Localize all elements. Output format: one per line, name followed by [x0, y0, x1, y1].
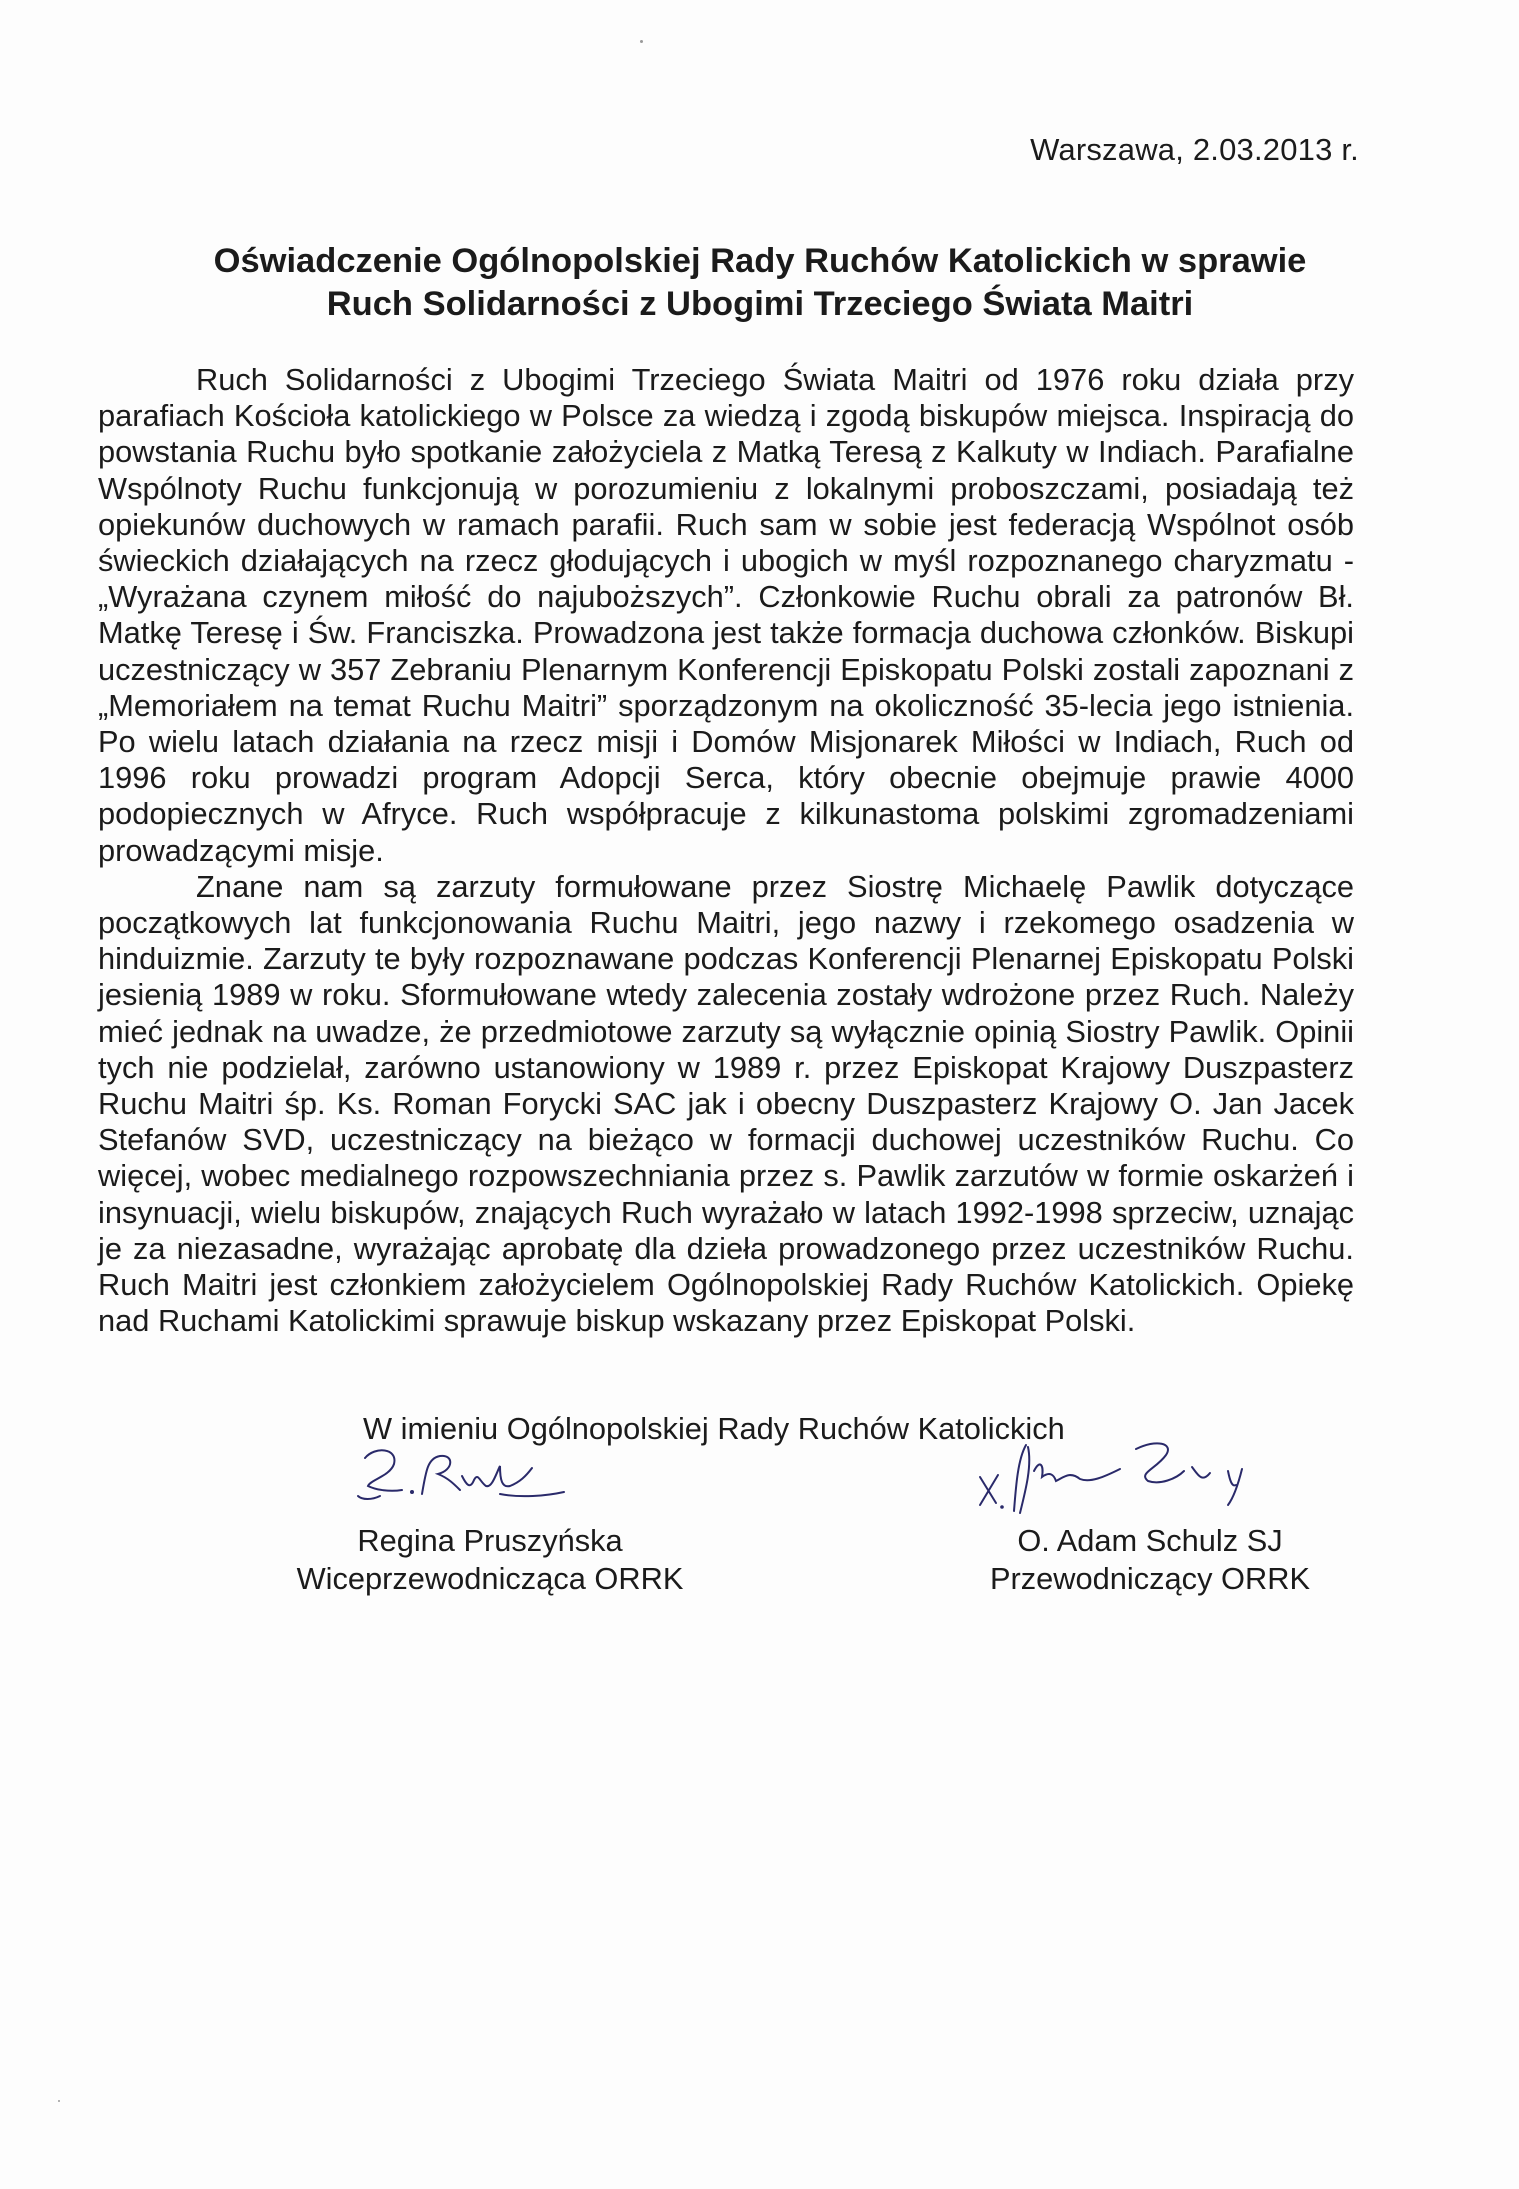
closing-line: W imieniu Ogólnopolskiej Rady Ruchów Katolickich — [363, 1411, 1065, 1446]
body-paragraph-2: Znane nam są zarzuty formułowane przez Siostrę Michaelę Pawlik dotyczące początkowych lat funkcjonowania Ruchu Maitri, jego nazwy i rzekomego osadzenia w hinduizmie. Zarzuty te były rozpoznawane podczas Konferencji Plenarnej Episkopatu Polski jesienią 1989 w roku. Sformułowane wtedy zalecenia zostały wdrożone przez Ruch. Należy mieć jednak na uwadze, że przedmiotowe zarzuty są wyłącznie opinią Siostry Pawlik. Opinii tych nie podzielał, zarówno ustanowiony w 1989 r. przez Episkopat Krajowy Duszpasterz Ruchu Maitri śp. Ks. Roman Forycki SAC jak i obecny Duszpasterz Krajowy O. Jan Jacek Stefanów SVD, uczestniczący na bieżąco w formacji duchowej uczestników Ruchu. Co więcej, wobec medialnego rozpowszechniania przez s. Pawlik zarzutów w formie oskarżeń i insynuacji, wielu biskupów, znających Ruch wyrażało w latach 1992-1998 sprzeciw, uznając je za niezasadne, wyrażając aprobatę dla dzieła prowadzonego przez uczestników Ruchu. Ruch Maitri jest członkiem założycielem Ogólnopolskiej Rady Ruchów Katolickich. Opiekę nad Ruchami Katolickimi sprawuje biskup wskazany przez Episkopat Polski. — [98, 868, 1354, 1339]
signature-left-image — [350, 1440, 580, 1520]
scan-speck — [640, 40, 643, 43]
signature-right-image — [970, 1425, 1270, 1520]
signatory-right-role: Przewodniczący ORRK — [989, 1561, 1311, 1596]
signatory-left-name: Regina Pruszyńska — [357, 1523, 623, 1558]
body-paragraph-1: Ruch Solidarności z Ubogimi Trzeciego Świata Maitri od 1976 roku działa przy parafiach Kościoła katolickiego w Polsce za wiedzą i zgodą biskupów miejsca. Inspiracją do powstania Ruchu było spotkanie założyciela z Matką Teresą z Kalkuty w Indiach. Parafialne Wspólnoty Ruchu funkcjonują w porozumieniu z lokalnymi proboszczami, posiadają też opiekunów duchowych w ramach parafii. Ruch sam w sobie jest federacją Wspólnot osób świeckich działających na rzecz głodujących i ubogich w myśl rozpoznanego charyzmatu - „Wyrażana czynem miłość do najuboższych”. Członkowie Ruchu obrali za patronów Bł. Matkę Teresę i Św. Franciszka. Prowadzona jest także formacja duchowa członków. Biskupi uczestniczący w 357 Zebraniu Plenarnym Konferencji Episkopatu Polski zostali zapoznani z „Memoriałem na temat Ruchu Maitri” sporządzonym na okoliczność 35-lecia jego istnienia. Po wielu latach działania na rzecz misji i Domów Misjonarek Miłości w Indiach, Ruch od 1996 roku prowadzi program Adopcji Serca, który obecnie obejmuje prawie 4000 podopiecznych w Afryce. Ruch współpracuje z kilkunastoma polskimi zgromadzeniami prowadzącymi misje. — [98, 362, 1354, 868]
signatory-right-name: O. Adam Schulz SJ — [1017, 1523, 1283, 1558]
title-line-1: Oświadczenie Ogólnopolskiej Rady Ruchów Katolickich w sprawie — [213, 242, 1307, 280]
letter-date: Warszawa, 2.03.2013 r. — [1030, 132, 1359, 167]
signatory-right — [900, 1522, 1400, 1598]
signatory-left — [240, 1522, 740, 1598]
scan-speck — [58, 2100, 60, 2102]
signatory-left-role: Wiceprzewodnicząca ORRK — [296, 1561, 684, 1596]
letter-body — [98, 362, 1354, 1339]
title-line-2: Ruch Solidarności z Ubogimi Trzeciego Świata Maitri — [326, 285, 1194, 323]
letter-title — [120, 240, 1400, 326]
